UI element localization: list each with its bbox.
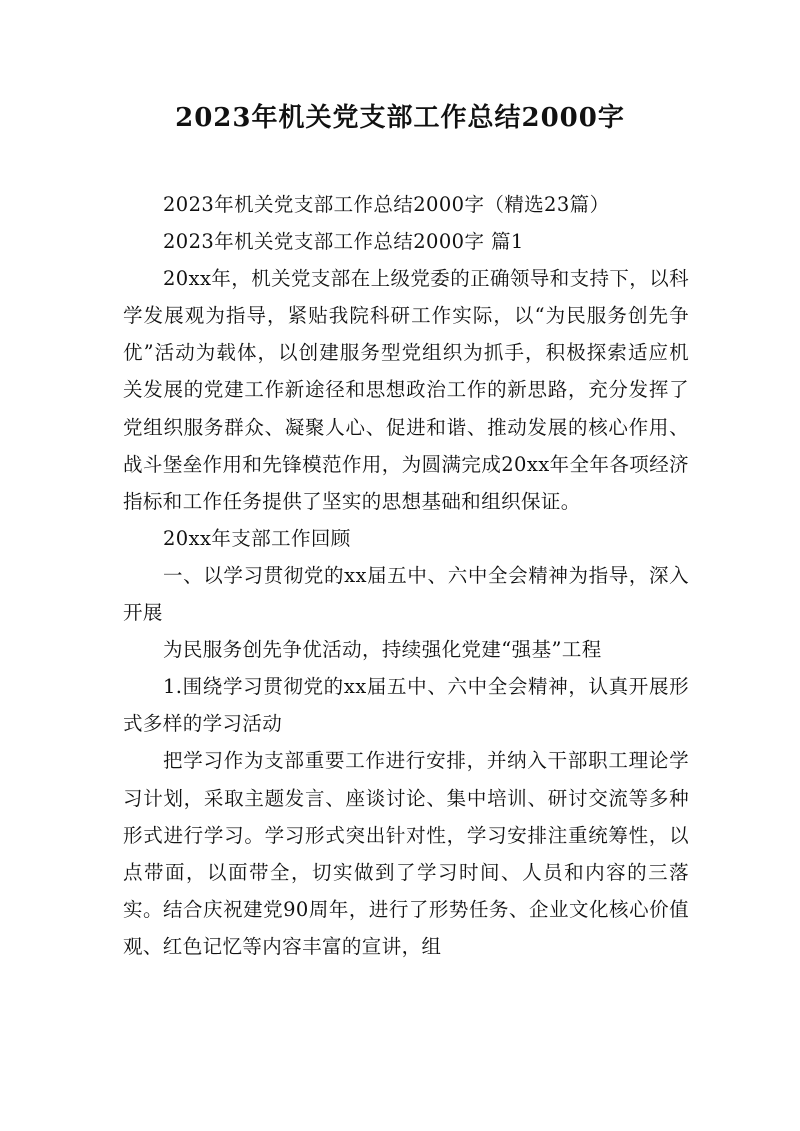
section-heading-paragraph: 2023年机关党支部工作总结2000字 篇1	[163, 230, 524, 254]
body-paragraph: 把学习作为支部重要工作进行安排，并纳入干部职工理论学习计划，采取主题发言、座谈讨论、集中培训、研讨交流等多种形式进行学习。学习形式突出针对性，学习安排注重统筹性，以点带面，以面带全，切实做到了学习时间、人员和内容的三落实。结合庆祝建党90周年，进行了形势任务、企业文化核心价值观、红色记忆等内容丰富的宣讲，组	[123, 749, 689, 958]
subtitle-paragraph: 2023年机关党支部工作总结2000字（精选23篇）	[163, 193, 610, 216]
document-body	[123, 186, 689, 965]
section-heading-paragraph: 一、以学习贯彻党的xx届五中、六中全会精神为指导，深入开展	[123, 563, 689, 625]
body-paragraph: 20xx年，机关党支部在上级党委的正确领导和支持下，以科学发展观为指导，紧贴我院科研工作实际，以“为民服务创先争优”活动为载体，以创建服务型党组织为抓手，积极探索适应机关发展的党建工作新途径和思想政治工作的新思路，充分发挥了党组织服务群众、凝聚人心、促进和谐、推动发展的核心作用、战斗堡垒作用和先锋模范作用，为圆满完成20xx年全年各项经济指标和工作任务提供了坚实的思想基础和组织保证。	[123, 267, 690, 513]
section-heading-paragraph: 20xx年支部工作回顾	[163, 526, 351, 550]
section-heading-paragraph: 为民服务创先争优活动，持续强化党建“强基”工程	[163, 638, 602, 662]
document-title: 2023年机关党支部工作总结2000字	[175, 103, 625, 133]
subsection-heading-paragraph: 1.围绕学习贯彻党的xx届五中、六中全会精神，认真开展形式多样的学习活动	[123, 675, 689, 736]
